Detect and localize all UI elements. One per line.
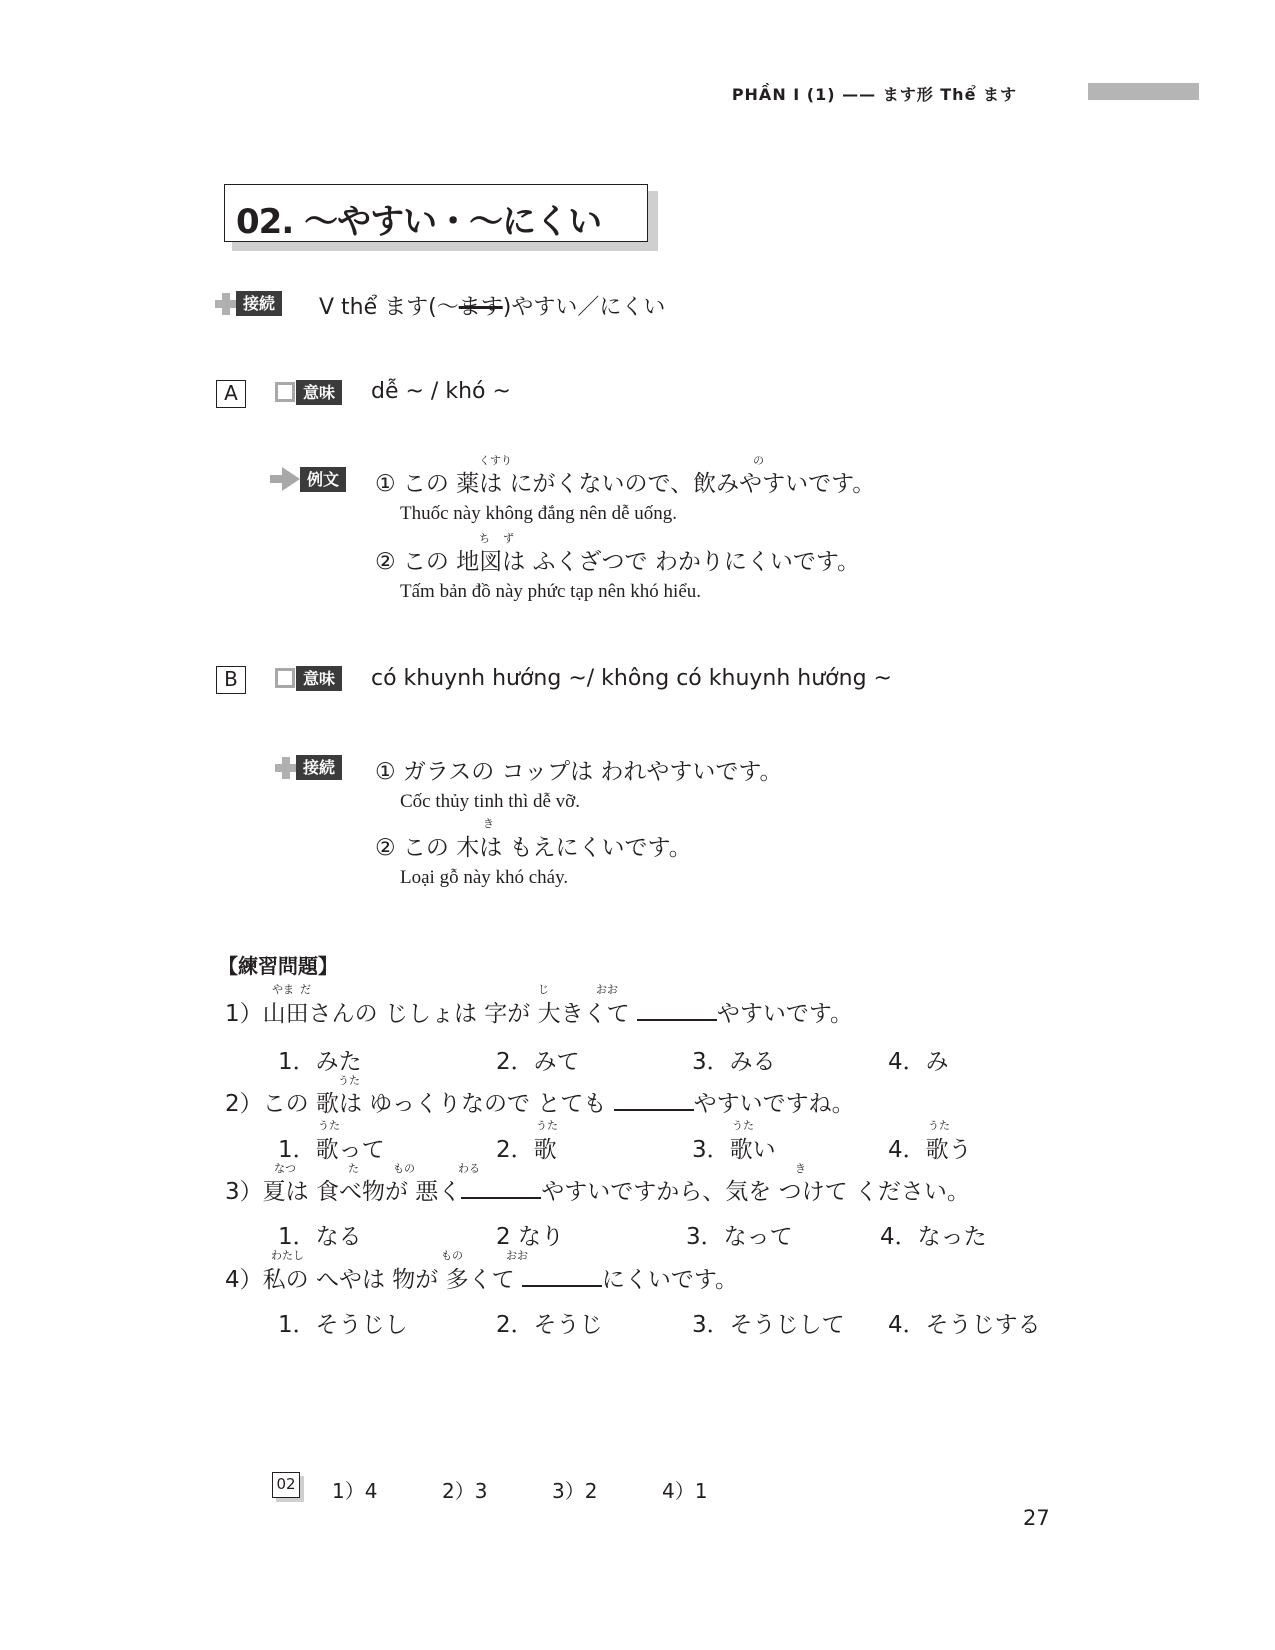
example-sentence: ① ガラスの コップは われやすいです。 [375,759,783,785]
plus-icon [215,293,237,315]
example-tag: 例文 [300,467,346,492]
furigana: もの [441,1249,463,1262]
example-sentence: ① この 薬は にがくないので、飲みやすいです。 [375,471,876,497]
furigana: じ [538,983,549,996]
answer-blank [522,1265,602,1287]
answer-item: 2）3 [442,1479,488,1503]
book-icon [275,668,295,688]
option: 2 なり [496,1224,564,1250]
answer-blank [614,1089,694,1111]
furigana: おお [506,1249,528,1262]
example-tag: 接続 [296,755,342,780]
book-icon [275,382,295,402]
option: 3．歌い [692,1137,776,1163]
answer-item: 4）1 [662,1479,708,1503]
option: 1．そうじし [278,1312,408,1338]
furigana: ず [503,532,514,545]
furigana: もの [393,1162,415,1175]
option: 2．みて [496,1049,580,1075]
furigana: わたし [271,1249,304,1262]
question-text: 2）この 歌は ゆっくりなので とても [225,1091,614,1117]
option: 1．みた [278,1049,362,1075]
example-sentence: ② この 木は もえにくいです。 [375,835,692,861]
question-text: 3）夏は 食べ物が 悪く [225,1179,462,1205]
example-translation: Loại gỗ này khó cháy. [400,867,569,888]
question-text: 1）山田さんの じしょは 字が 大きくて [225,1001,637,1027]
option: 4．歌う [888,1137,972,1163]
option: 4．そうじする [888,1312,1041,1338]
formula-struck: ます [458,295,503,320]
question-text: 4）私の へやは 物が 多くて [225,1267,522,1293]
furigana: うた [318,1119,340,1132]
furigana: うた [928,1119,950,1132]
question-1 [225,995,853,1028]
meaning-tag: 意味 [296,380,342,405]
example-translation: Thuốc này không đắng nên dễ uống. [400,503,678,524]
answer-label: 02 [272,1472,300,1498]
option: 1．なる [278,1224,362,1250]
meaning-text: có khuynh hướng ~/ không có khuynh hướng ~ [371,666,892,691]
connection-tag: 接続 [236,291,282,316]
furigana: うた [536,1119,558,1132]
furigana: ち [479,532,490,545]
furigana: だ [300,983,311,996]
formula-prefix: V thể ます(～ [319,295,459,320]
practice-heading: 【練習問題】 [218,954,338,978]
furigana: おお [596,983,618,996]
question-2 [225,1085,855,1118]
furigana: わる [458,1162,480,1175]
example-sentence: ② この 地図は ふくざつで わかりにくいです。 [375,549,861,575]
option: 2．そうじ [496,1312,603,1338]
furigana: うた [732,1119,754,1132]
answer-blank [461,1177,541,1199]
furigana: やま [272,983,294,996]
option: 3．なって [686,1224,793,1250]
option: 3．そうじして [692,1312,845,1338]
option: 4．なった [880,1224,987,1250]
plus-icon [275,757,297,779]
option: 4．み [888,1049,949,1075]
running-header: PHẦN Ⅰ (1) —— ます形 Thể ます [731,85,1017,104]
example-translation: Cốc thủy tinh thì dễ vỡ. [400,791,580,812]
question-3 [225,1173,970,1206]
section-letter-a: A [216,380,246,408]
furigana: なつ [274,1162,296,1175]
furigana: くすり [479,454,512,467]
answer-blank [637,999,717,1021]
furigana: うた [338,1074,360,1087]
meaning-tag: 意味 [296,666,342,691]
page-number: 27 [1023,1506,1050,1530]
question-text: にくいです。 [601,1267,739,1293]
formula-suffix: )やすい／にくい [502,295,666,320]
question-text: やすいです。 [716,1001,854,1027]
furigana: た [348,1162,359,1175]
header-bar [1088,83,1199,100]
lesson-title: 02. ～やすい・～にくい [236,202,602,242]
question-text: やすいですね。 [693,1091,855,1117]
connection-formula [319,290,665,321]
answer-item: 3）2 [552,1479,598,1503]
furigana: き [483,817,494,830]
option: 1．歌って [278,1137,385,1163]
example-translation: Tấm bản đồ này phức tạp nên khó hiểu. [400,581,702,602]
arrow-icon [282,467,300,491]
answer-item: 1）4 [332,1479,378,1503]
furigana: き [795,1162,806,1175]
option: 3．みる [692,1049,776,1075]
section-letter-b: B [216,666,246,694]
option: 2．歌 [496,1137,557,1163]
meaning-text: dễ ~ / khó ~ [371,379,511,404]
question-4 [225,1261,738,1294]
furigana: の [753,454,764,467]
question-text: やすいですから、気を つけて ください。 [541,1179,970,1205]
